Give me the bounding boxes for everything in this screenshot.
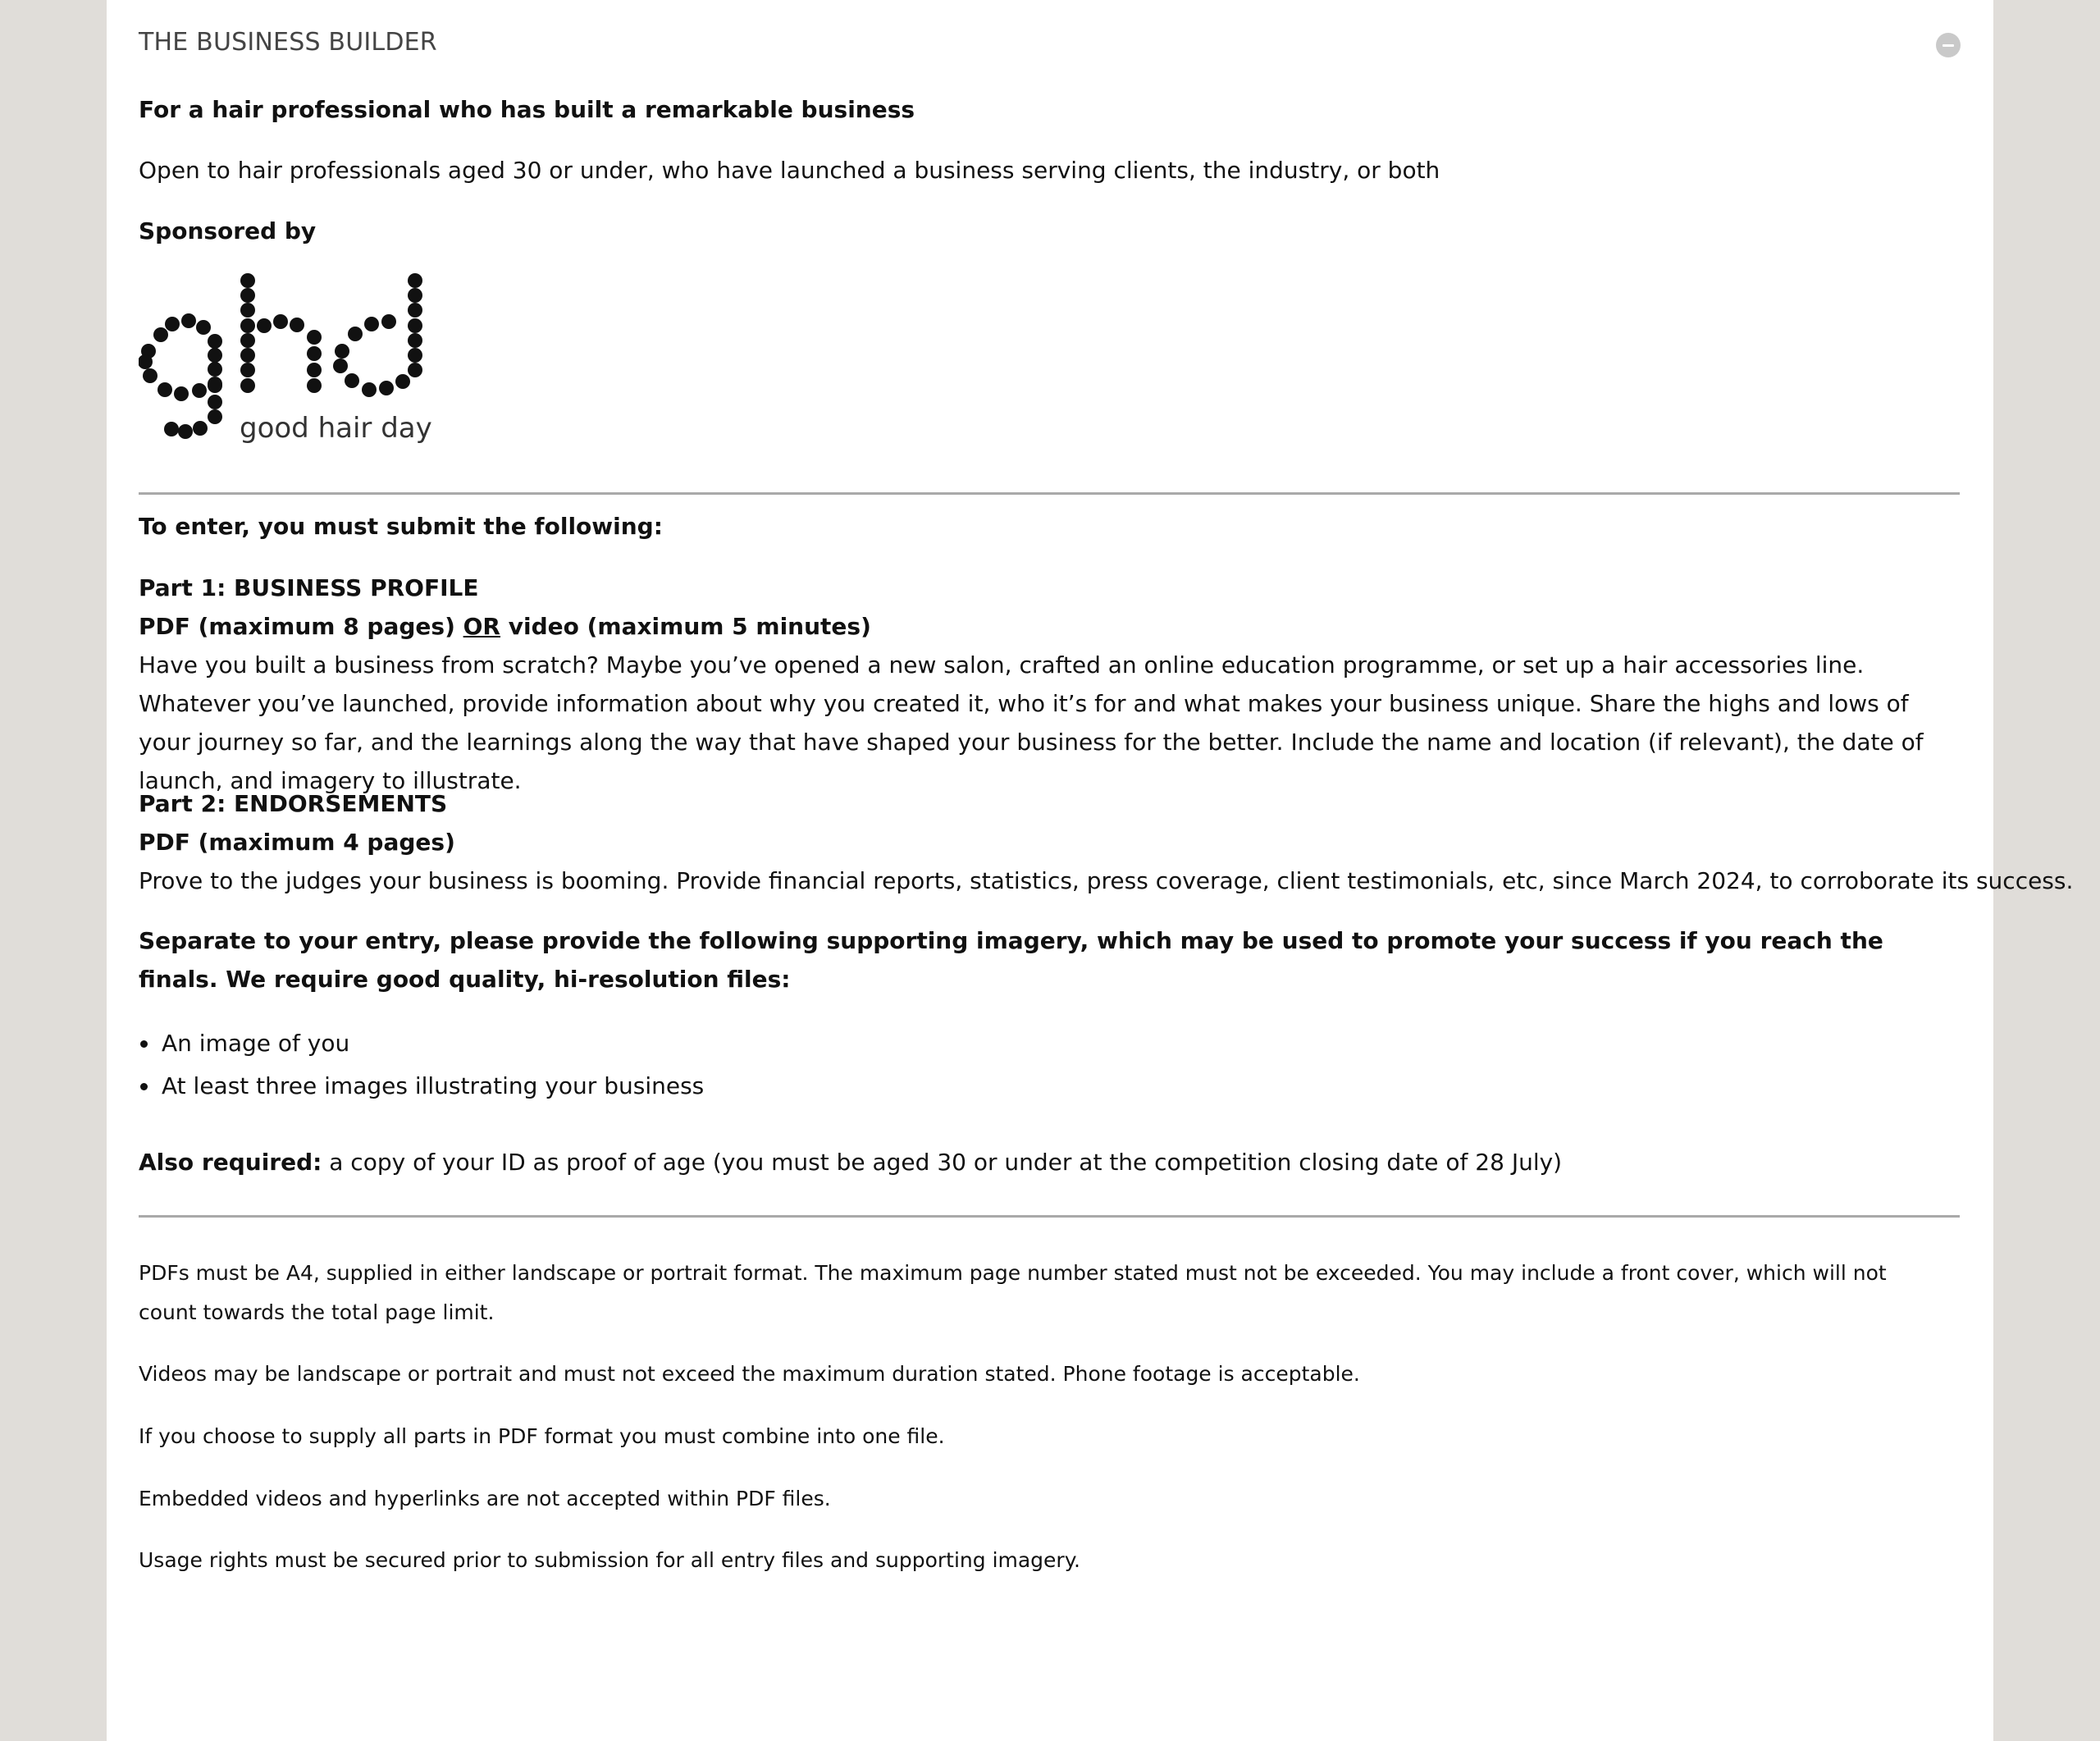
part1-format-or: OR [463, 613, 500, 640]
category-title: THE BUSINESS BUILDER [139, 28, 437, 57]
note-embedded: Embedded videos and hyperlinks are not accepted within PDF files. [139, 1487, 831, 1510]
award-category-panel [107, 0, 2074, 1741]
note-usage-rights: Usage rights must be secured prior to submission for all entry files and supporting imagery. [139, 1548, 1080, 1572]
part1-format-pdf: PDF (maximum 8 pages) [139, 613, 455, 640]
category-subtitle: For a hair professional who has built a remarkable business [139, 96, 915, 123]
part1-title: Part 1: BUSINESS PROFILE [139, 574, 479, 601]
ghd-logo-icon [139, 271, 434, 451]
also-required-label: Also required: [139, 1149, 322, 1176]
imagery-note: Separate to your entry, please provide the following supporting imagery, which may be used to promote your success if you reach the finals. We require good quality, hi-resolution files: [139, 927, 1883, 993]
part1-format [139, 607, 871, 646]
also-required [139, 1143, 1562, 1181]
note-combine: If you choose to supply all parts in PDF format you must combine into one file. [139, 1424, 945, 1448]
note-video: Videos may be landscape or portrait and must not exceed the maximum duration stated. Phone footage is acceptable. [139, 1362, 1360, 1386]
eligibility-text: Open to hair professionals aged 30 or under, who have launched a business serving clients, the industry, or both [139, 157, 1440, 184]
sponsor-logo [139, 271, 434, 451]
sponsor-tagline: good hair day [240, 412, 432, 445]
part2-format: PDF (maximum 4 pages) [139, 829, 455, 856]
part2-title: Part 2: ENDORSEMENTS [139, 790, 448, 817]
part1-body: Have you built a business from scratch? Maybe you’ve opened a new salon, crafted an online education programme, or set up a hair accessories line. Whatever you’ve launched, provide information about why you created it, who it’s for and what makes your business unique. Share the highs and lows of your journey so far, and the learnings along the way that have shaped your business for the better. Include the name and location (if relevant), the date of launch, and imagery to illustrate. [139, 651, 1924, 794]
collapse-icon[interactable] [1936, 33, 1961, 57]
part2-body: Prove to the judges your business is booming. Provide financial reports, statistics, press coverage, client testimonials, etc, since March 2024, to corroborate its success. [139, 867, 2074, 894]
also-required-text: a copy of your ID as proof of age (you must be aged 30 or under at the competition closing date of 28 July) [322, 1149, 1563, 1176]
entry-heading: To enter, you must submit the following: [139, 513, 663, 540]
note-pdf-format: PDFs must be A4, supplied in either landscape or portrait format. The maximum page number stated must not be exceeded. You may include a front cover, which will not count towards the total page limit. [139, 1261, 1887, 1324]
imagery-list [139, 1022, 704, 1108]
divider [139, 492, 1960, 495]
part1-format-video: video (maximum 5 minutes) [508, 613, 871, 640]
list-item: An image of you [139, 1022, 704, 1065]
divider [139, 1215, 1960, 1218]
list-item: At least three images illustrating your business [139, 1065, 704, 1108]
sponsored-by-label: Sponsored by [139, 217, 317, 244]
